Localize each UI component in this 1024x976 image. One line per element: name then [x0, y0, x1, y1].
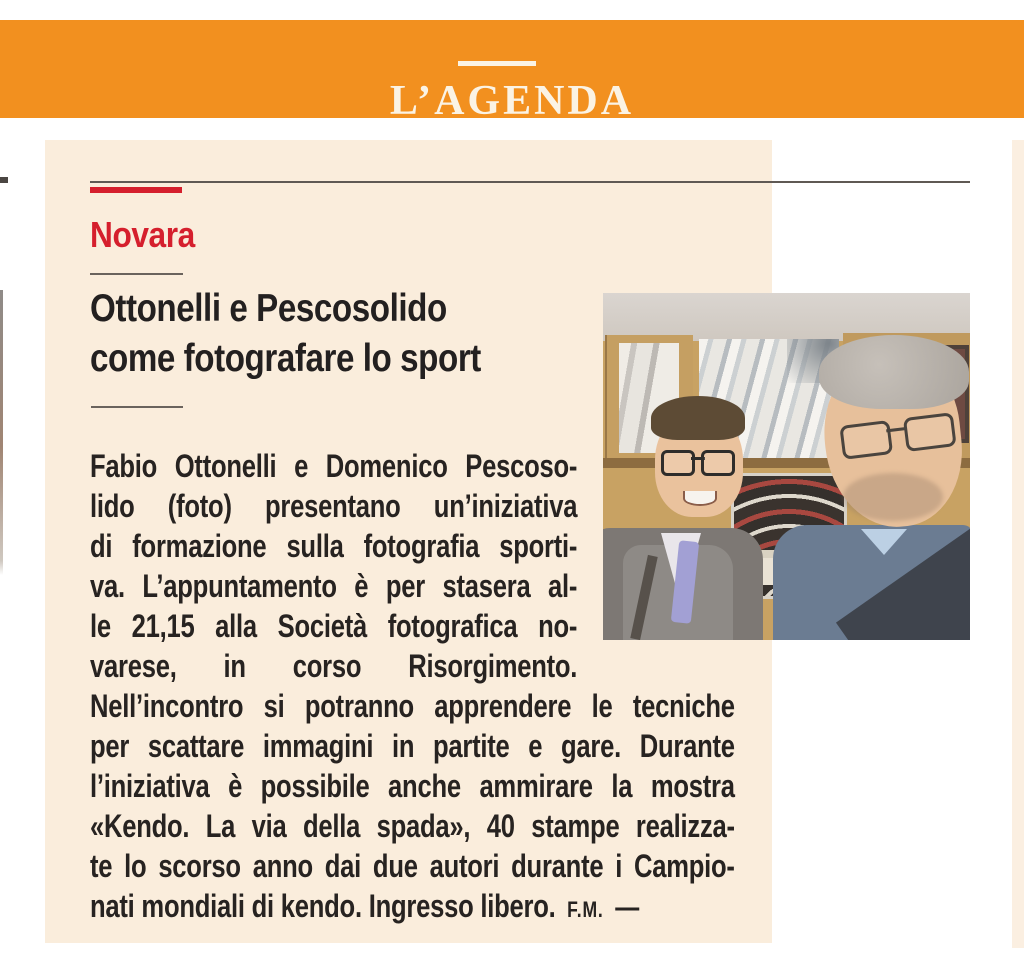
section-title: L’AGENDA: [389, 78, 635, 124]
headline: [90, 284, 550, 384]
section-header-dash: [458, 61, 536, 66]
body-line: «Kendo. La via della spada», 40 stampe realizza-: [90, 808, 735, 844]
headline-line-1: Ottonelli e Pescosolido: [90, 287, 447, 330]
author-initials: F.M.: [567, 897, 604, 922]
man-left-hair: [651, 396, 745, 440]
man-left-smile: [683, 491, 717, 506]
adjacent-page-strip: [1012, 140, 1024, 948]
body-line: Nell’incontro si potranno apprendere le tecniche: [90, 688, 735, 724]
page-edge-line: [0, 290, 3, 575]
body-line: lido (foto) presentano un’iniziativa: [90, 488, 578, 524]
body-line: di formazione sulla fotografia sporti-: [90, 528, 578, 564]
body-line: te lo scorso anno dai due autori durante i Campio-: [90, 848, 735, 884]
kicker-bottom-rule: [90, 273, 183, 275]
column-top-rule: [90, 181, 970, 183]
body-line: le 21,15 alla Società fotografica no-: [90, 608, 578, 644]
body-line: Fabio Ottonelli e Domenico Pescoso-: [90, 448, 578, 484]
body-line: varese, in corso Risorgimento.: [90, 648, 578, 684]
article-photo: [603, 293, 970, 640]
body-line: per scattare immagini in partite e gare. Durante: [90, 728, 735, 764]
man-left-glasses: [661, 450, 735, 474]
closing-dash: —: [615, 891, 640, 924]
headline-line-2: come fotografare lo sport: [90, 337, 481, 380]
body-last-line: [90, 886, 735, 926]
kicker: Novara: [90, 214, 195, 255]
man-right-hair: [819, 335, 969, 409]
man-right-jaw-shading: [843, 473, 943, 521]
body-line: va. L’appuntamento è per stasera al-: [90, 568, 578, 604]
body-line: l’iniziativa è possibile anche ammirare la mostra: [90, 768, 735, 804]
headline-bottom-rule: [91, 406, 183, 408]
kicker-red-rule: [90, 187, 182, 193]
body-last-line-text: nati mondiali di kendo. Ingresso libero.: [90, 888, 556, 924]
page-edge-mark: [0, 177, 8, 183]
section-header-band: [0, 20, 1024, 124]
